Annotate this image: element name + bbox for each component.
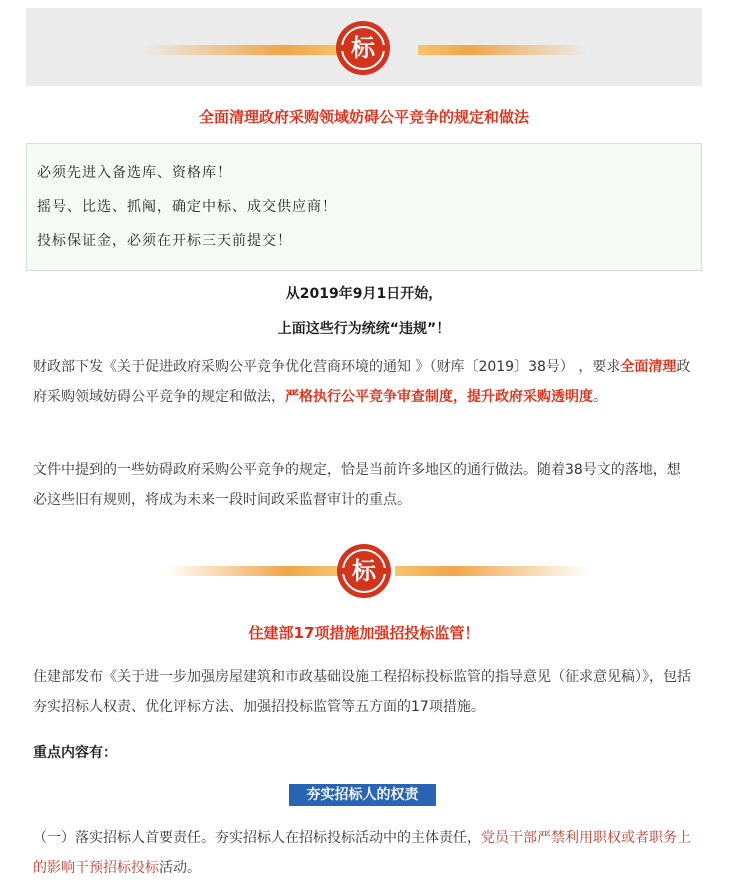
top-banner	[26, 8, 702, 86]
section-tag: 夯实招标人的权责	[289, 784, 436, 806]
date-line: 从2019年9月1日开始，	[285, 286, 443, 302]
section1-paragraph-2: 文件中提到的一些妨碍政府采购公平竞争的规定，恰是当前许多地区的通行做法。随着38号文的落地，想必这些旧有规则，将成为未来一段时间政采监督审计的重点。	[33, 462, 681, 508]
section1-paragraph-1: 财政部下发《关于促进政府采购公平竞争优化营商环境的通知 》（财库〔2019〕38号） ，要求全面清理政府采购领域妨碍公平竞争的规定和做法，严格执行公平竞争审查制度，提升政府采购透明度。	[33, 359, 691, 405]
section1-title: 全面清理政府采购领域妨碍公平竞争的规定和做法	[198, 108, 529, 126]
section2-paragraph-1: 住建部发布《关于进一步加强房屋建筑和市政基础设施工程招标投标监管的指导意见（征求意见稿）》，包括夯实招标人权责、优化评标方法、加强招投标监管等五方面的17项措施。	[33, 669, 691, 715]
highlight-no-interference: 党员干部严禁利用职权或者职务上的影响干预招标投标	[33, 830, 691, 876]
bid-emblem-icon: 标	[336, 21, 390, 75]
notice-line-1: 必须先进入备选库、资格库！	[37, 165, 232, 181]
key-points-heading: 重点内容有：	[33, 745, 117, 761]
banner-decor-right	[418, 45, 588, 55]
highlight-full-cleanup: 全面清理	[620, 359, 677, 375]
notice-box	[26, 143, 702, 271]
highlight-fair-competition: 严格执行公平竞争审查制度，提升政府采购透明度	[285, 389, 593, 405]
notice-line-3: 投标保证金，必须在开标三天前提交！	[37, 233, 292, 249]
bid-emblem-icon: 标	[337, 544, 391, 598]
divider-decor-right	[395, 566, 590, 576]
item-1: （一）落实招标人首要责任。夯实招标人在招标投标活动中的主体责任，党员干部严禁利用职权或者职务上的影响干预招标投标活动。	[33, 830, 691, 876]
divider-decor-left	[165, 566, 340, 576]
violation-line: 上面这些行为统统“违规”！	[277, 321, 451, 337]
section2-title: 住建部17项措施加强招投标监管！	[248, 624, 480, 642]
banner-decor-left	[141, 45, 346, 55]
notice-line-2: 摇号、比选、抓阄，确定中标、成交供应商！	[37, 199, 337, 215]
